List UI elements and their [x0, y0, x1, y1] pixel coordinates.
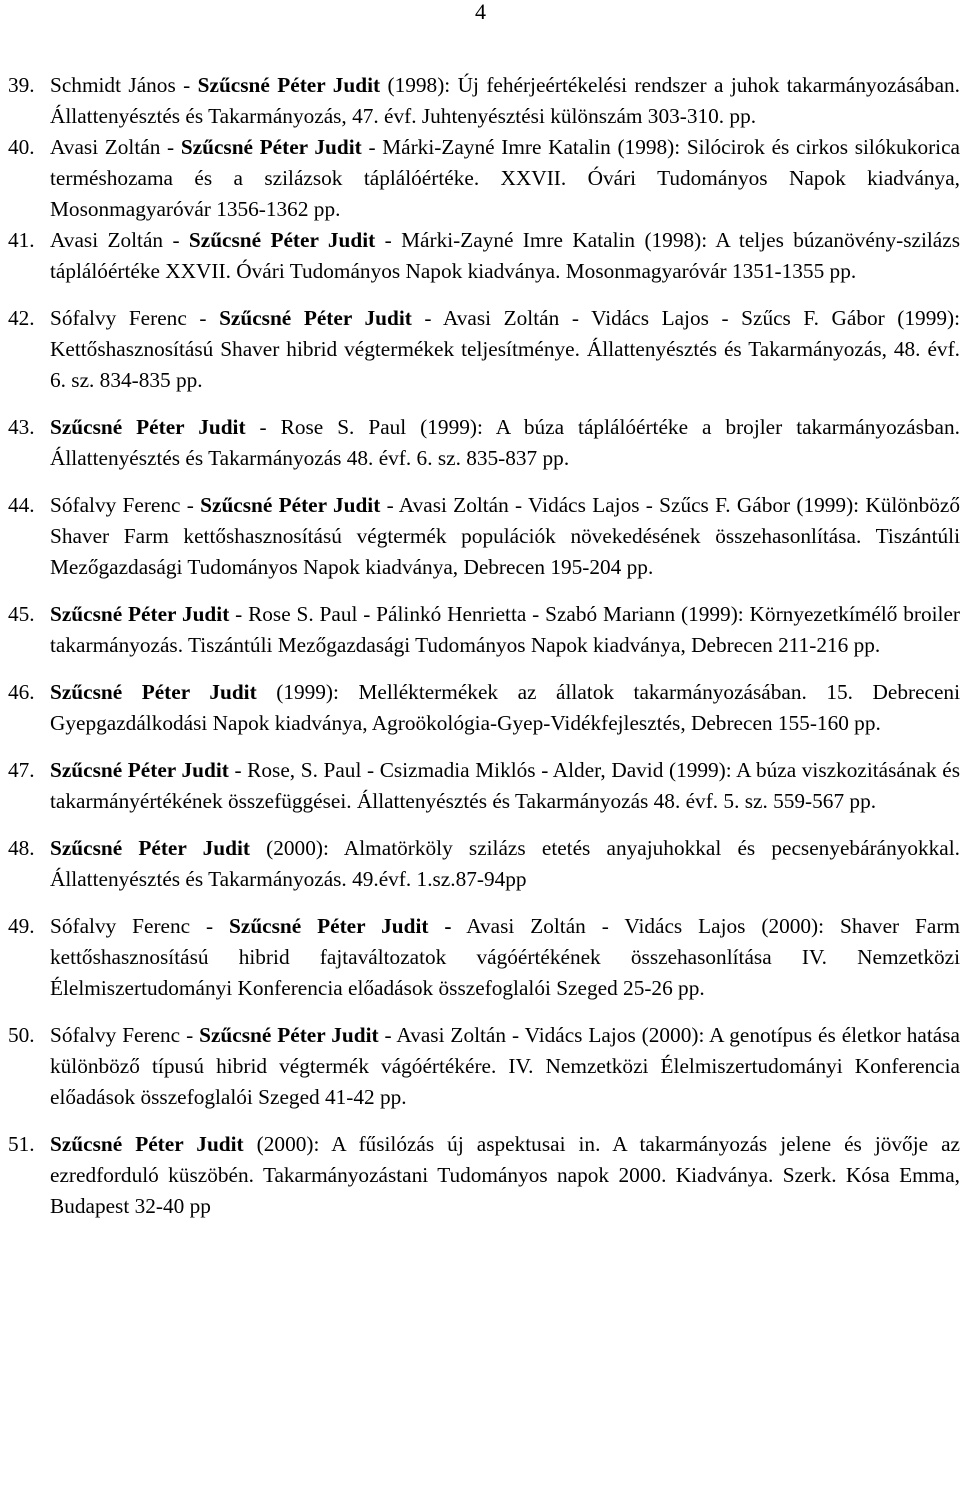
reference-text [50, 303, 960, 396]
reference-details: (2000): A fűsilózás új aspektusai in. A takarmányozás jelene és jövője az ezredforduló küszöbén. Takarmányozástani Tudományos napok 2000. Kiadványa. Szerk. Kósa Emma, Budapest 32-40 pp [50, 1132, 960, 1218]
highlighted-author: Szűcsné Péter Judit [50, 415, 246, 439]
reference-details: - Rose S. Paul (1999): A búza táplálóértéke a brojler takarmányozásban. Állattenyésztés és Takarmányozás 48. évf. 6. sz. 835-837 pp. [50, 415, 960, 470]
reference-item [8, 225, 960, 287]
reference-authors: Sófalvy Ferenc - [50, 1023, 200, 1047]
reference-text [50, 677, 960, 739]
reference-number: 41. [8, 228, 35, 252]
highlighted-author: Szűcsné Péter Judit [188, 228, 376, 252]
reference-details: - Avasi Zoltán - Vidács Lajos - Szűcs F. Gábor (1999): Különböző Shaver Farm kettőshasznosítású végtermék populációk növekedésének összehasonlítása. Tiszántúli Mezőgazdasági Tudományos Napok kiadványa, Debrecen 195-204 pp. [50, 493, 960, 579]
reference-item [8, 412, 960, 474]
reference-text [50, 225, 960, 287]
reference-text [50, 599, 960, 661]
reference-item [8, 132, 960, 225]
reference-text [50, 911, 960, 1004]
reference-details: - Avasi Zoltán - Vidács Lajos - Szűcs F. Gábor (1999): Kettőshasznosítású Shaver hibrid végtermékek teljesítménye. Állattenyésztés és Takarmányozás, 48. évf. 6. sz. 834-835 pp. [50, 306, 960, 392]
reference-item [8, 755, 960, 817]
reference-number: 39. [8, 73, 35, 97]
reference-details: - Márki-Zayné Imre Katalin (1998): A teljes búzanövény-szilázs táplálóértéke XXVII. Óvári Tudományos Napok kiadványa. Mosonmagyaróvár 1351-1355 pp. [50, 228, 960, 283]
reference-number: 48. [8, 836, 35, 860]
highlighted-author: Szűcsné Péter Judit [180, 135, 362, 159]
reference-details: Avasi Zoltán - Vidács Lajos (2000): Shaver Farm kettőshasznosítású hibrid fajtaváltozatok vágóértékének összehasonlítása IV. Nemzetközi Élelmiszertudományi Konferencia előadások összefoglalói Szeged 25-26 pp. [50, 914, 960, 1000]
reference-item [8, 911, 960, 1004]
reference-item [8, 303, 960, 396]
highlighted-author: Szűcsné Péter Judit [219, 306, 412, 330]
highlighted-author: Szűcsné Péter Judit [50, 836, 250, 860]
reference-details: - Rose S. Paul - Pálinkó Henrietta - Szabó Mariann (1999): Környezetkímélő broiler takarmányozás. Tiszántúli Mezőgazdasági Tudományos Napok kiadványa, Debrecen 211-216 pp. [50, 602, 960, 657]
reference-text [50, 833, 960, 895]
reference-number: 40. [8, 135, 35, 159]
highlighted-author: Szűcsné Péter Judit - [229, 914, 452, 938]
reference-item [8, 677, 960, 739]
reference-number: 51. [8, 1132, 35, 1156]
highlighted-author: Szűcsné Péter Judit [50, 758, 229, 782]
reference-details: - Márki-Zayné Imre Katalin (1998): Silócirok és cirkos silókukorica terméshozama és a szilázsok táplálóértéke. XXVII. Óvári Tudományos Napok kiadványa, Mosonmagyaróvár 1356-1362 pp. [50, 135, 960, 221]
reference-text [50, 70, 960, 132]
reference-number: 46. [8, 680, 35, 704]
reference-details: - Avasi Zoltán - Vidács Lajos (2000): A genotípus és életkor hatása különböző típusú hibrid végtermék vágóértékére. IV. Nemzetközi Élelmiszertudományi Konferencia előadások összefoglalói Szeged 41-42 pp. [50, 1023, 960, 1109]
reference-list [8, 70, 960, 1222]
reference-text [50, 1020, 960, 1113]
reference-text [50, 490, 960, 583]
reference-authors: Schmidt János - [50, 73, 198, 97]
reference-authors: Sófalvy Ferenc - [50, 493, 201, 517]
reference-authors: Avasi Zoltán - [50, 135, 181, 159]
reference-text [50, 755, 960, 817]
reference-details: - Rose, S. Paul - Csizmadia Miklós - Alder, David (1999): A búza viszkozitásának és takarmányértékének összefüggései. Állattenyésztés és Takarmányozás 48. évf. 5. sz. 559-567 pp. [50, 758, 960, 813]
reference-number: 42. [8, 306, 35, 330]
reference-text [50, 1129, 960, 1222]
reference-authors: Sófalvy Ferenc - [50, 306, 220, 330]
reference-item [8, 599, 960, 661]
reference-item [8, 833, 960, 895]
reference-number: 47. [8, 758, 35, 782]
reference-item [8, 490, 960, 583]
highlighted-author: Szűcsné Péter Judit [199, 1023, 379, 1047]
highlighted-author: Szűcsné Péter Judit [197, 73, 381, 97]
reference-authors: Sófalvy Ferenc - [50, 914, 230, 938]
page-number: 4 [475, 0, 486, 24]
reference-number: 50. [8, 1023, 35, 1047]
reference-text [50, 412, 960, 474]
highlighted-author: Szűcsné Péter Judit [50, 1132, 244, 1156]
highlighted-author: Szűcsné Péter Judit [50, 602, 230, 626]
reference-authors: Avasi Zoltán - [50, 228, 189, 252]
reference-number: 43. [8, 415, 35, 439]
reference-details: (1998): Új fehérjeértékelési rendszer a juhok takarmányozásában. Állattenyésztés és Takarmányozás, 47. évf. Juhtenyésztési különszám 303-310. pp. [50, 73, 960, 128]
reference-number: 44. [8, 493, 35, 517]
reference-number: 49. [8, 914, 35, 938]
highlighted-author: Szűcsné Péter Judit [50, 680, 257, 704]
reference-details: (1999): Melléktermékek az állatok takarmányozásában. 15. Debreceni Gyepgazdálkodási Napok kiadványa, Agroökológia-Gyep-Vidékfejlesztés, Debrecen 155-160 pp. [50, 680, 960, 735]
reference-number: 45. [8, 602, 35, 626]
reference-item [8, 70, 960, 132]
reference-text [50, 132, 960, 225]
reference-item [8, 1129, 960, 1222]
reference-details: (2000): Almatörköly szilázs etetés anyajuhokkal és pecsenyebárányokkal. Állattenyésztés és Takarmányozás. 49.évf. 1.sz.87-94pp [50, 836, 960, 891]
reference-item [8, 1020, 960, 1113]
highlighted-author: Szűcsné Péter Judit [200, 493, 381, 517]
